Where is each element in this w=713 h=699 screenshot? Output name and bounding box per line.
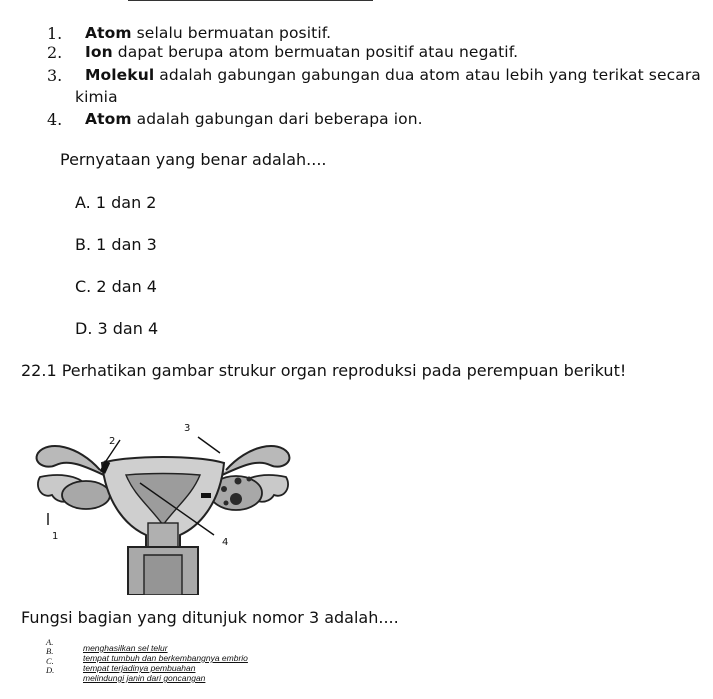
- fallopian-tube-right: [218, 446, 289, 477]
- leader-line-3: [198, 437, 220, 453]
- top-divider: [128, 0, 373, 1]
- follicle: [221, 486, 227, 492]
- diagram-label-3: 3: [184, 423, 191, 434]
- statement-text: adalah gabungan dari beberapa ion.: [131, 110, 423, 128]
- reproductive-organ-diagram: [28, 415, 303, 595]
- diagram-label-4: 4: [222, 537, 229, 548]
- answer-option-b[interactable]: tempat tumbuh dan berkembangnya embrio: [83, 653, 248, 663]
- answer-letter: B.: [46, 646, 54, 656]
- statement-number: 3.: [47, 66, 63, 85]
- fallopian-tube-left: [37, 446, 108, 477]
- statement-number: 4.: [47, 110, 63, 129]
- statement-number: 1.: [47, 24, 63, 43]
- follicle: [224, 501, 229, 506]
- answer-option-d[interactable]: melindungi janin dari goncangan: [83, 673, 206, 683]
- question-prompt: Pernyataan yang benar adalah....: [60, 150, 327, 169]
- answer-option-c[interactable]: tempat terjadinya pembuahan: [83, 663, 196, 673]
- follicle: [230, 493, 242, 505]
- answer-letter: D.: [46, 665, 55, 675]
- option-c[interactable]: C. 2 dan 4: [75, 277, 157, 296]
- answer-option-a[interactable]: menghasilkan sel telur: [83, 643, 168, 653]
- statement-text: dapat berupa atom bermuatan positif atau negatif.: [112, 43, 519, 61]
- option-a[interactable]: A. 1 dan 2: [75, 193, 157, 212]
- statement-term: Atom: [85, 110, 132, 128]
- statement-continuation: kimia: [75, 88, 118, 106]
- statement-term: Atom: [85, 24, 132, 42]
- statement-text: selalu bermuatan positif.: [131, 24, 332, 42]
- vaginal-canal: [144, 555, 182, 595]
- statement-number: 2.: [47, 43, 63, 62]
- ovary-ligament-marker: [201, 493, 211, 498]
- follicle: [247, 477, 252, 482]
- answer-letter: C.: [46, 656, 54, 666]
- statement-text: adalah gabungan gabungan dua atom atau lebih yang terikat secara: [154, 66, 701, 84]
- statement-3: [85, 66, 701, 84]
- statement-1: [85, 24, 331, 42]
- question-title: 22.1 Perhatikan gambar strukur organ reproduksi pada perempuan berikut!: [21, 361, 627, 380]
- follicle: [235, 478, 242, 485]
- ovary-left: [62, 481, 110, 509]
- question-prompt-2: Fungsi bagian yang ditunjuk nomor 3 adalah....: [21, 608, 399, 627]
- statement-4: [85, 110, 423, 128]
- statement-term: Molekul: [85, 66, 155, 84]
- option-d[interactable]: D. 3 dan 4: [75, 319, 159, 338]
- statement-term: Ion: [85, 43, 113, 61]
- statement-2: [85, 43, 518, 61]
- diagram-label-1: 1: [52, 531, 59, 542]
- diagram-label-2: 2: [109, 436, 116, 447]
- answer-letter: A.: [46, 637, 54, 647]
- option-b[interactable]: B. 1 dan 3: [75, 235, 157, 254]
